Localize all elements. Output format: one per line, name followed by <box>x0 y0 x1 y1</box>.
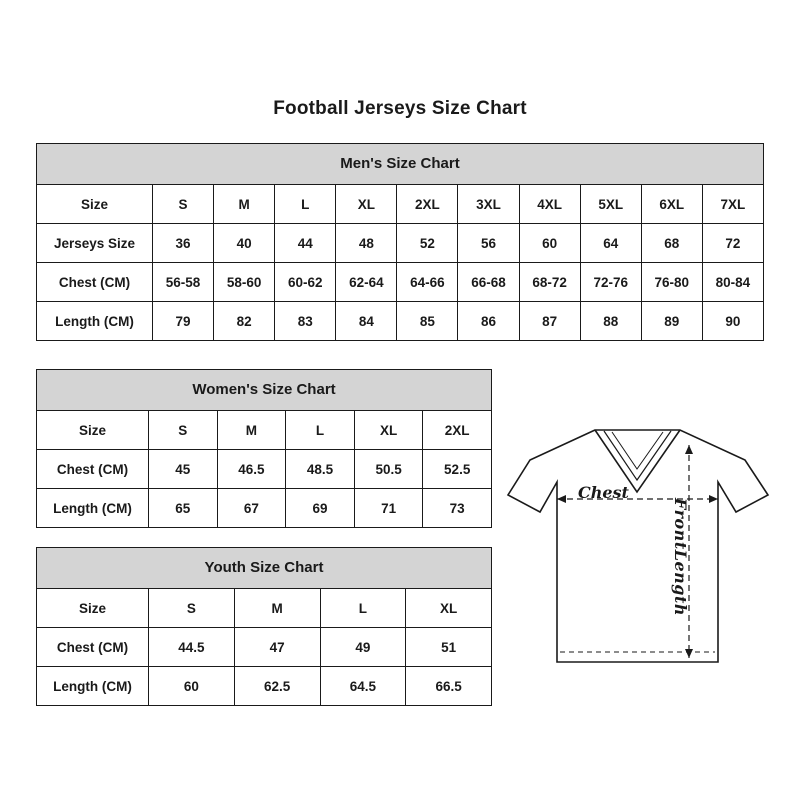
cell: 3XL <box>458 185 519 224</box>
cell: 58-60 <box>214 263 275 302</box>
cell: 2XL <box>397 185 458 224</box>
cell: 83 <box>275 302 336 341</box>
shirt-outline <box>508 430 768 662</box>
table-row <box>37 224 764 263</box>
mens-table-caption: Men's Size Chart <box>36 143 764 184</box>
cell: 85 <box>397 302 458 341</box>
cell: 67 <box>217 489 286 528</box>
jersey-shirt-icon <box>500 400 785 700</box>
cell: 64-66 <box>397 263 458 302</box>
chest-arrow-left <box>557 495 566 503</box>
cell: M <box>214 185 275 224</box>
cell: 56-58 <box>153 263 214 302</box>
row-label: Length (CM) <box>37 667 149 706</box>
cell: 49 <box>320 628 406 667</box>
cell: 64.5 <box>320 667 406 706</box>
cell: L <box>275 185 336 224</box>
cell: 80-84 <box>702 263 763 302</box>
cell: 72-76 <box>580 263 641 302</box>
cell: 87 <box>519 302 580 341</box>
row-label: Jerseys Size <box>37 224 153 263</box>
cell: 5XL <box>580 185 641 224</box>
cell: 48.5 <box>286 450 355 489</box>
row-label: Chest (CM) <box>37 263 153 302</box>
row-label: Size <box>37 589 149 628</box>
cell: 65 <box>149 489 218 528</box>
cell: 68 <box>641 224 702 263</box>
row-label: Chest (CM) <box>37 450 149 489</box>
cell: XL <box>406 589 492 628</box>
cell: 50.5 <box>354 450 423 489</box>
youth-size-table <box>36 547 492 706</box>
cell: 62-64 <box>336 263 397 302</box>
cell: 46.5 <box>217 450 286 489</box>
cell: 60-62 <box>275 263 336 302</box>
table-row <box>37 263 764 302</box>
cell: S <box>149 411 218 450</box>
page-title: Football Jerseys Size Chart <box>273 98 527 119</box>
cell: 88 <box>580 302 641 341</box>
cell: 45 <box>149 450 218 489</box>
cell: 44 <box>275 224 336 263</box>
cell: 51 <box>406 628 492 667</box>
mens-size-chart <box>36 143 764 341</box>
youth-table-caption: Youth Size Chart <box>36 547 492 588</box>
mens-size-table <box>36 143 764 341</box>
cell: 68-72 <box>519 263 580 302</box>
cell: 76-80 <box>641 263 702 302</box>
cell: 66.5 <box>406 667 492 706</box>
length-arrow-bottom <box>685 649 693 658</box>
chest-arrow-right <box>709 495 718 503</box>
table-row <box>37 628 492 667</box>
cell: 79 <box>153 302 214 341</box>
chest-measure-label: Chest <box>578 483 629 502</box>
cell: M <box>234 589 320 628</box>
cell: M <box>217 411 286 450</box>
cell: 86 <box>458 302 519 341</box>
cell: 60 <box>149 667 235 706</box>
cell: 47 <box>234 628 320 667</box>
cell: 48 <box>336 224 397 263</box>
table-row <box>37 411 492 450</box>
row-label: Length (CM) <box>37 489 149 528</box>
length-arrow-top <box>685 445 693 454</box>
table-row <box>37 667 492 706</box>
cell: 52 <box>397 224 458 263</box>
cell: XL <box>354 411 423 450</box>
table-row <box>37 589 492 628</box>
jersey-measurement-diagram <box>500 400 785 700</box>
cell: 52.5 <box>423 450 492 489</box>
cell: 69 <box>286 489 355 528</box>
collar-inner-1 <box>604 431 671 480</box>
cell: 36 <box>153 224 214 263</box>
row-label: Size <box>37 411 149 450</box>
cell: 71 <box>354 489 423 528</box>
cell: L <box>320 589 406 628</box>
table-row <box>37 185 764 224</box>
table-row <box>37 450 492 489</box>
youth-size-chart <box>36 547 492 706</box>
cell: XL <box>336 185 397 224</box>
table-row <box>37 302 764 341</box>
womens-size-table <box>36 369 492 528</box>
cell: S <box>153 185 214 224</box>
cell: 44.5 <box>149 628 235 667</box>
cell: L <box>286 411 355 450</box>
cell: 62.5 <box>234 667 320 706</box>
row-label: Length (CM) <box>37 302 153 341</box>
cell: 89 <box>641 302 702 341</box>
cell: 7XL <box>702 185 763 224</box>
cell: 66-68 <box>458 263 519 302</box>
cell: 73 <box>423 489 492 528</box>
cell: 2XL <box>423 411 492 450</box>
cell: 4XL <box>519 185 580 224</box>
cell: 60 <box>519 224 580 263</box>
collar-inner-2 <box>612 432 663 469</box>
row-label: Chest (CM) <box>37 628 149 667</box>
cell: 82 <box>214 302 275 341</box>
cell: S <box>149 589 235 628</box>
row-label: Size <box>37 185 153 224</box>
table-row <box>37 489 492 528</box>
cell: 90 <box>702 302 763 341</box>
womens-table-caption: Women's Size Chart <box>36 369 492 410</box>
front-length-measure-label: FrontLength <box>671 498 690 616</box>
cell: 6XL <box>641 185 702 224</box>
cell: 84 <box>336 302 397 341</box>
cell: 40 <box>214 224 275 263</box>
cell: 56 <box>458 224 519 263</box>
cell: 72 <box>702 224 763 263</box>
womens-size-chart <box>36 369 492 528</box>
cell: 64 <box>580 224 641 263</box>
